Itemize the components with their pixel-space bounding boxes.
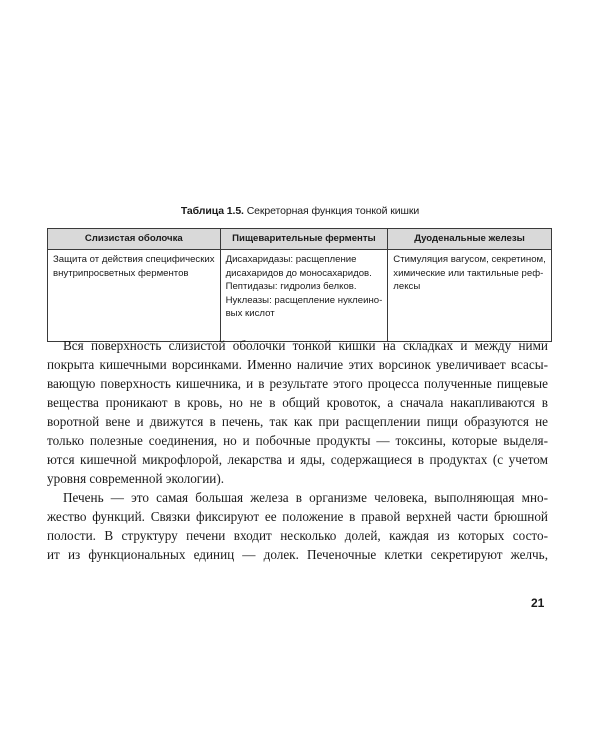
table-header-row (48, 229, 552, 250)
cell-line: Нуклеазы: расщепление нуклеино- (225, 294, 383, 306)
paragraph-line: жество функций. Связки фиксируют ее положение в правой верхней части брюшной (47, 509, 548, 524)
paragraph-line: ются кишечной микрофлорой, лекарства и яды, содержащиеся в продуктах (с учетом (47, 452, 548, 467)
cell-line: Пептидазы: гидролиз белков. (225, 281, 357, 292)
cell-line: химические или тактильные реф- (393, 267, 544, 279)
cell-line: Дисахаридазы: расщепление (225, 254, 357, 265)
cell-line: вых кислот (225, 308, 275, 319)
table-cell-mucosa (48, 250, 221, 342)
page-number: 21 (531, 596, 545, 610)
paragraph-line: уровня современной экологии). (47, 471, 225, 486)
table-row (48, 250, 552, 342)
table-header-enzymes: Пищеварительные ферменты (220, 229, 388, 250)
table-caption-label: Таблица 1.5. (180, 205, 244, 217)
paragraph-line: вающую поверхность кишечника, и в результате этого процесса полученные пищевые (47, 376, 548, 391)
cell-line: Стимуляция вагусом, секретином, (393, 254, 546, 265)
table-caption-text: Секреторная функция тонкой кишки (243, 205, 420, 217)
cell-line: Защита от действия специфических (53, 254, 215, 265)
paragraph-line: только полезные соединения, но и побочные продукты — токсины, которые выделя- (47, 433, 548, 448)
table-header-duodenal-glands: Дуоденальные железы (388, 229, 552, 250)
cell-line: лексы (393, 281, 421, 292)
cell-line: дисахаридов до моносахаридов. (225, 267, 372, 279)
table-header-mucosa: Слизистая оболочка (48, 229, 221, 250)
paragraph-line: ит из функциональных единиц — долек. Печеночные клетки секретируют желчь, (47, 547, 548, 562)
cell-line: внутрипросветных ферментов (53, 267, 189, 279)
paragraph-line: Печень — это самая большая железа в организме человека, выполняющая мно- (63, 490, 548, 505)
paragraph-line: полости. В структуру печени входит несколько долей, каждая из которых состо- (47, 528, 548, 543)
paragraph-line: Вся поверхность слизистой оболочки тонкой кишки на складках и между ними (63, 338, 548, 353)
paragraph-line: вещества проникают в кровь, но не в общий кровоток, а сначала накапливаются в (47, 395, 548, 410)
paragraph-line: воротной вене и движутся в печень, так как при расщеплении пищи образуются не (47, 414, 548, 429)
table-cell-duodenal-glands (388, 250, 552, 342)
paragraph-line: покрыта кишечными ворсинками. Именно наличие этих ворсинок увеличивает всасы- (47, 357, 548, 372)
secretory-function-table (47, 228, 552, 342)
body-text (47, 336, 548, 564)
table-caption (0, 205, 600, 217)
table-cell-enzymes (220, 250, 388, 342)
